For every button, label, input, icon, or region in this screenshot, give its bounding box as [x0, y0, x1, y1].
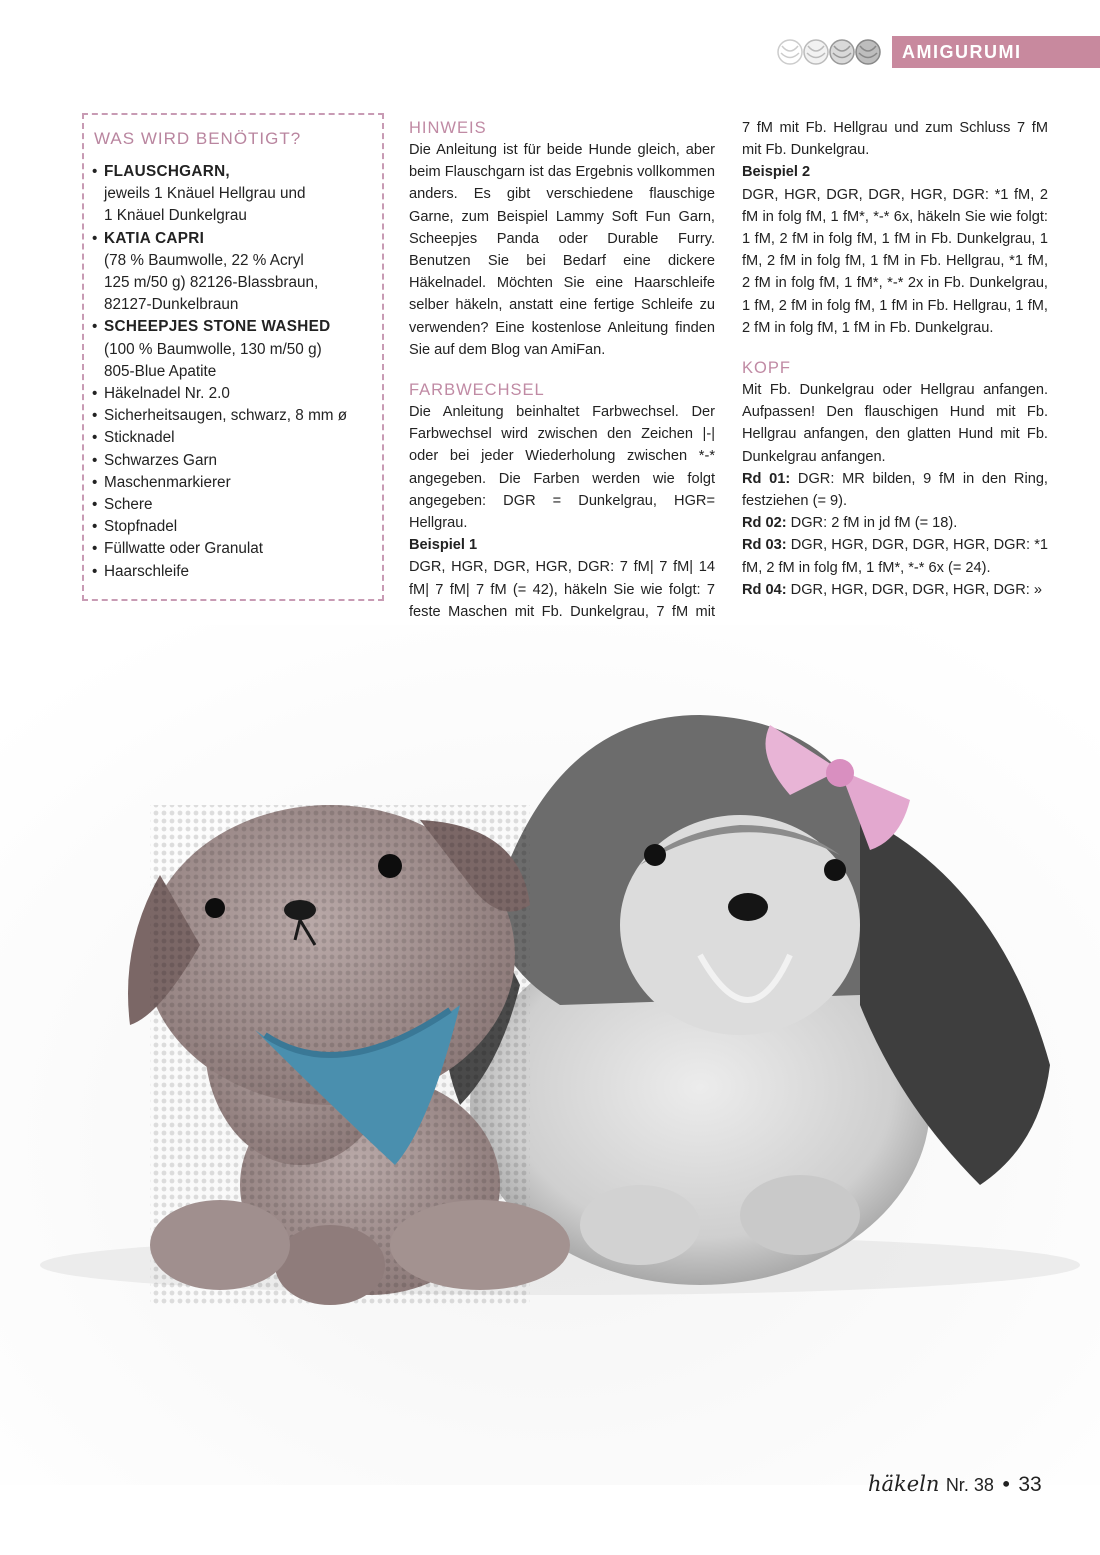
continued-text: 7 fM mit Fb. Hellgrau und zum Schluss 7 fM mit Fb. Dunkelgrau.: [742, 120, 1048, 159]
beispiel-2-text: DGR, HGR, DGR, DGR, HGR, DGR: *1 fM, 2 fM in folg fM, 1 fM*, *-* 6x, häkeln Sie wie folgt: 1 fM, 2 fM in folg fM, 1 fM in Fb. Dunkelgrau, 1 fM, 2 fM in folg fM, 1 fM in Fb. Hellgrau, *1 fM, 2 fM in folg fM, 1 fM*, *-* 2x in Fb. Dunkelgrau, 1 fM, 2 fM in folg fM, 1 fM in Fb. Hellgrau, 1 fM, 2 fM in folg fM, 1 fM in Fb. Dunkelgrau.: [742, 186, 1048, 336]
list-item: • Sicherheitsaugen, schwarz, 8 mm ø: [92, 405, 382, 427]
list-item: (100 % Baumwolle, 130 m/50 g): [104, 340, 322, 358]
text-column-1: [409, 117, 715, 645]
list-item: jeweils 1 Knäuel Hellgrau und: [104, 185, 306, 203]
list-item: • Häkelnadel Nr. 2.0: [92, 383, 382, 405]
materials-title: WAS WIRD BENÖTIGT?: [94, 129, 302, 148]
page-footer: [868, 1472, 1042, 1497]
page-number: 33: [1018, 1473, 1042, 1496]
list-item: 82127-Dunkelbraun: [104, 296, 239, 314]
beispiel-2-heading: Beispiel 2: [742, 164, 811, 181]
list-item: • Schwarzes Garn: [92, 450, 382, 472]
list-item: • Schere: [92, 494, 382, 516]
hinweis-heading: HINWEIS: [409, 119, 487, 137]
round-line: Rd 04: DGR, HGR, DGR, DGR, HGR, DGR: »: [742, 581, 1043, 598]
list-item: • Maschenmarkierer: [92, 472, 382, 494]
round-line: Rd 03: DGR, HGR, DGR, DGR, HGR, DGR: *1 fM, 2 fM in folg fM, 1 fM*, *-* 6x (= 24).: [742, 537, 1048, 576]
list-item: 125 m/50 g) 82126-Blassbraun,: [104, 274, 319, 292]
farbwechsel-text: Die Anleitung beinhaltet Farbwechsel. Der Farbwechsel wird zwischen den Zeichen |-| oder bei jeder Wiederholung zwischen *-* angegeben. Die Farben werden wie folgt angegeben: DGR = Dunkelgrau, HGR= Hellgrau.: [409, 404, 715, 532]
hinweis-text: Die Anleitung ist für beide Hunde gleich, aber beim Flauschgarn ist das Ergebnis vollkommen anders. Es gibt verschiedene flauschige Garne, zum Beispiel Lammy Soft Fun Garn, Scheepjes Panda oder Durable Furry. Benutzen Sie bei Bedarf eine dickere Häkelnadel. Möchten Sie eine Haarschleife selber häkeln, anstatt eine fertige Schleife zu verwenden? Eine kostenlose Anleitung finden Sie auf dem Blog van AmiFan.: [409, 142, 715, 358]
crochet-dog: [128, 805, 570, 1305]
footer-bullet: •: [1000, 1472, 1012, 1496]
magazine-name: häkeln: [868, 1472, 940, 1496]
list-item: • Füllwatte oder Granulat: [92, 538, 382, 560]
farbwechsel-heading: FARBWECHSEL: [409, 381, 545, 400]
list-item: (78 % Baumwolle, 22 % Acryl: [104, 251, 304, 269]
round-line: Rd 02: DGR: 2 fM in jd fM (= 18).: [742, 515, 958, 532]
list-item: 1 Knäuel Dunkelgrau: [104, 207, 247, 225]
text-column-2: [742, 117, 1048, 601]
beispiel-1-text: DGR, HGR, DGR, HGR, DGR: 7 fM| 7 fM| 14 fM| 7 fM| 7 fM (= 42), häkeln Sie wie folgt: 7 feste Maschen mit Fb. Dunkelgrau, 7 fM mit: [409, 559, 715, 620]
yarn-ball-icon: [776, 36, 884, 68]
page-header: [776, 36, 1100, 68]
beispiel-1-heading: Beispiel 1: [409, 537, 478, 554]
list-item: • Sticknadel: [92, 427, 382, 449]
list-item: • SCHEEPJES STONE WASHED: [92, 316, 382, 338]
issue-number: Nr. 38: [945, 1475, 994, 1495]
kopf-heading: KOPF: [742, 359, 791, 378]
materials-box: [82, 113, 384, 601]
product-photo: [0, 625, 1100, 1485]
list-item: • Stopfnadel: [92, 516, 382, 538]
list-item: 805-Blue Apatite: [104, 362, 217, 380]
list-item: • KATIA CAPRI: [92, 228, 382, 250]
list-item: • Haarschleife: [92, 561, 382, 583]
list-item: • FLAUSCHGARN,: [92, 161, 382, 183]
kopf-text: Mit Fb. Dunkelgrau oder Hellgrau anfangen. Aufpassen! Den flauschigen Hund mit Fb. Hellgrau anfangen, den glatten Hund mit Fb. Dunkelgrau anfangen.: [742, 382, 1048, 465]
section-tag: AMIGURUMI: [892, 36, 1100, 68]
materials-list: [92, 161, 382, 583]
round-line: Rd 01: DGR: MR bilden, 9 fM in den Ring, festziehen (= 9).: [742, 470, 1048, 510]
